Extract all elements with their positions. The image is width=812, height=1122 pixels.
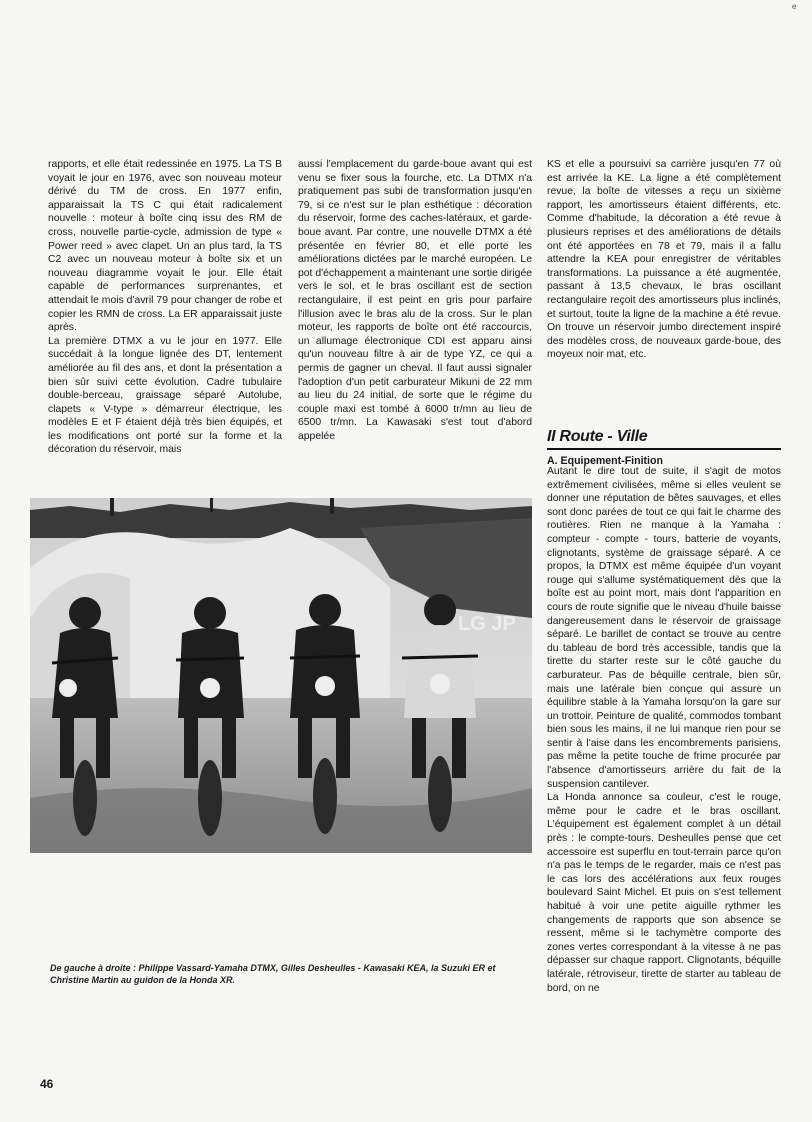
section-title: II Route - Ville	[547, 428, 781, 450]
section-heading	[547, 428, 781, 467]
page-number: 46	[40, 1077, 54, 1091]
paragraph: KS et elle a poursuivi sa carrière jusqu'en 77 où est arrivée la KE. La ligne a été complètement revue, la boîte de vitesses a reçu un sixième rapport, les amortisseurs étaient différents, etc. Comme d'habitude, la décoration a été revue à plusieurs reprises et des améliorations de détails ont été apportées en 78 et 79, mais il a fallu attendre la KEA pour enregistrer de véritables transformations. La puissance a été augmentée, passant à 13,5 chevaux, le bras oscillant rectangulaire reçoit des amortisseurs plus inclinés, et surtout, toute la ligne de la machine a été revue. On trouve un réservoir jumbo directement inspiré des modèles cross, de nouveaux garde-boue, des moyeux noir mat, etc.	[547, 159, 781, 361]
article-column-1	[48, 158, 282, 498]
section-subtitle: A. Equipement-Finition	[547, 455, 663, 467]
paragraph: Autant le dire tout de suite, il s'agit de motos extrêmement civilisées, même si elles veulent se donner une réputation de bêtes sauvages, et elles sont donc parées de tout ce qui fait le charme des routières. Rien ne manque à la Yamaha : compteur - compte - tours, batterie de voyants, clignotants, système de graissage séparé. A ce propos, la DTMX est même équipée d'un voyant rouge qui s'allume systématiquement dès que la boîte est au point mort, mais dont l'apparition en cours de route signifie que le niveau d'huile baisse dangereusement dans le réservoir de graissage séparé. Le barillet de contact se trouve au centre du tableau de bord très accessible, tandis que la tirette du starter reste sur le côté gauche du carburateur. Pas de béquille centrale, bien sûr, mais une latérale bien conçue qui assure un équilibre stable à la Yamaha lorsqu'on la gare sur un trottoir. Peinture de qualité, commodos tombant bien sous les mains, il ne lui manque rien pour se sentir à l'aise dans les encombrements parisiens, pas même la petite touche de frime procurée par l'absence d'amortisseurs arrière du fait de la suspension cantilever.	[547, 466, 781, 790]
paragraph: La Honda annonce sa couleur, c'est le rouge, même pour le cadre et le bras oscillant. L'équipement est également complet à un détail près : le compte-tours. Desheulles pense que cet accessoire est superflu en tout-terrain parce qu'on n'a pas le temps de le regarder, mais ce n'est pas le cas lors des accélérations aux feux rouges boulevard Saint Michel. Et puis on s'est tellement habitué à voir une petite aiguille rythmer les changements de rapports que son absence se ressent, même si le tachymètre comporte des zones vertes correspondant à la vitesse à ne pas dépasser sur chaque rapport. Clignotants, béquille latérale, rétroviseur, tirette de starter au tableau de bord, on ne	[547, 792, 781, 994]
paragraph: rapports, et elle était redessinée en 1975. La TS B voyait le jour en 1976, avec son nouveau moteur dérivé du TM de cross. En 1977 enfin, apparaissait la TS C qui était radicalement nouvelle : moteur à boîte cinq issu des RM de cross, nouvelle partie-cycle, admission de type « Power reed » avec clapet. Un an plus tard, la TS C2 avec un nouveau moteur à boîte six et un nouveau diagramme voyait le jour. Elle était capable de performances surprenantes, et attendait le mois d'avril 79 pour changer de robe et copier les RMN de cross. La ER apparaissait juste après.	[48, 159, 282, 334]
motorcycle-riders-photo	[30, 498, 532, 853]
watermark-text: LG JP	[458, 613, 516, 635]
corner-mark: e	[792, 2, 797, 11]
paragraph: aussi l'emplacement du garde-boue avant qui est venu se fixer sous la fourche, etc. La DTMX n'a pratiquement pas subi de transformation jusqu'en 79, si ce n'est sur le plan esthétique : décoration du réservoir, forme des caches-latéraux, et garde-boue avant. Par contre, une nouvelle DTMX a été présentée en février 80, et elle porte les améliorations dictées par le marché européen. Le pot d'échappement a maintenant une sortie dirigée vers le sol, et le bras oscillant est de section rectangulaire, il est peint en gris pour parfaire l'illusion avec le bras alu de la cross. Sur le plan moteur, les rapports de boîte ont été raccourcis, un allumage électronique CDI est apparu ainsi qu'un nouveau filtre à air de type YZ, ce qui a permis de gagner un cheval. Il faut aussi signaler l'adoption d'un petit carburateur Mikuni de 22 mm au lieu du 24 initial, de sorte que le régime du couple maxi est tombé à 6000 tr/mn au lieu de 6500 tr/mn. La Kawasaki s'est tout d'abord appelée	[298, 159, 532, 442]
article-column-3-bottom	[547, 465, 781, 1075]
article-column-2	[298, 158, 532, 498]
article-column-3-top	[547, 158, 781, 408]
photo-caption: De gauche à droite : Philippe Vassard-Yamaha DTMX, Gilles Desheulles - Kawasaki KEA, la Suzuki ER et Christine Martin au guidon de la Honda XR.	[50, 963, 496, 985]
paragraph: La première DTMX a vu le jour en 1977. Elle succédait à la longue lignée des DT, lentement améliorée au fil des ans, et dont la présentation a bien sûr suivi cette évolution. Cadre tubulaire double-berceau, graissage séparé Autolube, clapets « V-type » démarreur électrique, les modèles E et F étaient déjà très bien équipés, et les modifications ont porté sur la forme et la décoration du réservoir, mais	[48, 335, 282, 456]
